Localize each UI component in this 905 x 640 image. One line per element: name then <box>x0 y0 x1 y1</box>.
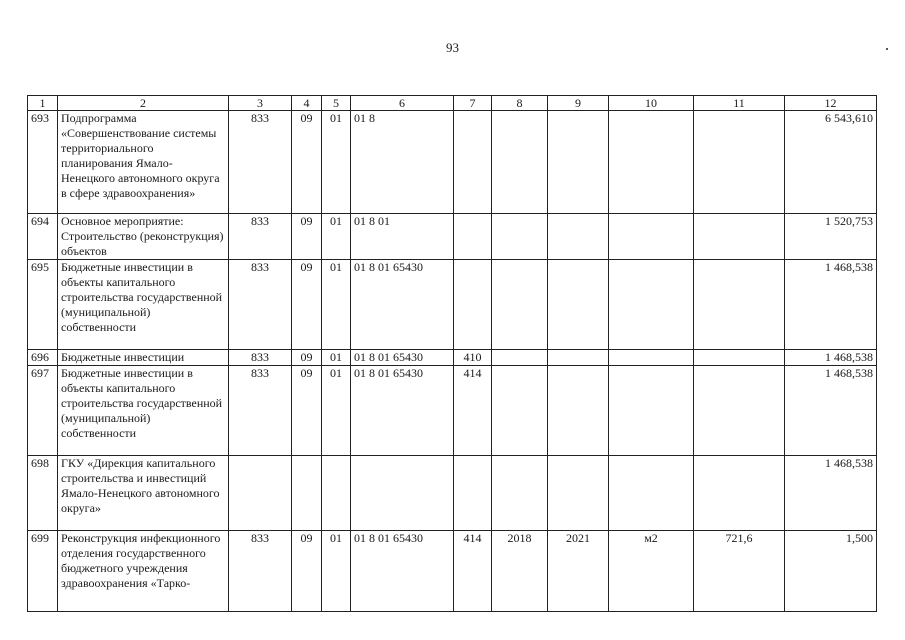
cell-col12: 1,500 <box>785 531 877 612</box>
cell-col3: 833 <box>229 350 292 366</box>
cell-col10: м2 <box>609 531 694 612</box>
row-name: Реконструкция инфекционного отделения государственного бюджетного учреждения здравоохранения «Тарко- <box>58 531 229 612</box>
header-cell-9: 9 <box>548 96 609 111</box>
cell-col8 <box>492 214 548 260</box>
cell-col8 <box>492 456 548 531</box>
budget-table <box>27 95 877 612</box>
cell-col11 <box>694 111 785 214</box>
row-number: 696 <box>28 350 58 366</box>
cell-col11 <box>694 260 785 350</box>
header-cell-10: 10 <box>609 96 694 111</box>
cell-col4: 09 <box>292 111 322 214</box>
cell-col3: 833 <box>229 366 292 456</box>
cell-col5: 01 <box>322 350 351 366</box>
cell-col5: 01 <box>322 111 351 214</box>
cell-col3 <box>229 456 292 531</box>
cell-col7 <box>454 111 492 214</box>
cell-col12: 1 468,538 <box>785 260 877 350</box>
cell-col9 <box>548 260 609 350</box>
cell-col6: 01 8 01 <box>351 214 454 260</box>
header-cell-3: 3 <box>229 96 292 111</box>
cell-col7: 414 <box>454 531 492 612</box>
cell-col10 <box>609 366 694 456</box>
cell-col11 <box>694 366 785 456</box>
cell-col10 <box>609 111 694 214</box>
cell-col9 <box>548 111 609 214</box>
cell-col10 <box>609 456 694 531</box>
cell-col12: 1 520,753 <box>785 214 877 260</box>
row-number: 693 <box>28 111 58 214</box>
row-number: 695 <box>28 260 58 350</box>
cell-col8 <box>492 366 548 456</box>
cell-col6: 01 8 01 65430 <box>351 366 454 456</box>
header-cell-5: 5 <box>322 96 351 111</box>
header-cell-2: 2 <box>58 96 229 111</box>
cell-col4: 09 <box>292 260 322 350</box>
cell-col4: 09 <box>292 214 322 260</box>
row-name: Бюджетные инвестиции в объекты капитального строительства государственной (муниципальной) собственности <box>58 260 229 350</box>
cell-col5: 01 <box>322 214 351 260</box>
cell-col12: 1 468,538 <box>785 366 877 456</box>
table-row <box>28 260 877 350</box>
cell-col9: 2021 <box>548 531 609 612</box>
cell-col3: 833 <box>229 214 292 260</box>
row-name: Подпрограмма «Совершенствование системы территориального планирования Ямало-Ненецкого автономного округа в сфере здравоохранения» <box>58 111 229 214</box>
row-number: 697 <box>28 366 58 456</box>
cell-col5: 01 <box>322 366 351 456</box>
cell-col8 <box>492 260 548 350</box>
cell-col11 <box>694 456 785 531</box>
header-cell-11: 11 <box>694 96 785 111</box>
table-row <box>28 214 877 260</box>
cell-col11: 721,6 <box>694 531 785 612</box>
row-number: 698 <box>28 456 58 531</box>
cell-col9 <box>548 456 609 531</box>
cell-col12: 1 468,538 <box>785 456 877 531</box>
cell-col8: 2018 <box>492 531 548 612</box>
cell-col12: 1 468,538 <box>785 350 877 366</box>
cell-col6: 01 8 <box>351 111 454 214</box>
cell-col9 <box>548 366 609 456</box>
cell-col4 <box>292 456 322 531</box>
header-cell-8: 8 <box>492 96 548 111</box>
cell-col4: 09 <box>292 531 322 612</box>
cell-col6: 01 8 01 65430 <box>351 350 454 366</box>
cell-col11 <box>694 350 785 366</box>
cell-col7: 414 <box>454 366 492 456</box>
table-row <box>28 111 877 214</box>
cell-col4: 09 <box>292 350 322 366</box>
cell-col10 <box>609 214 694 260</box>
page-number: 93 <box>446 40 459 55</box>
cell-col6: 01 8 01 65430 <box>351 260 454 350</box>
cell-col3: 833 <box>229 260 292 350</box>
row-number: 699 <box>28 531 58 612</box>
header-cell-12: 12 <box>785 96 877 111</box>
cell-col6: 01 8 01 65430 <box>351 531 454 612</box>
row-number: 694 <box>28 214 58 260</box>
cell-col9 <box>548 350 609 366</box>
cell-col3: 833 <box>229 531 292 612</box>
scan-speck <box>886 48 888 50</box>
cell-col11 <box>694 214 785 260</box>
header-row <box>28 96 877 111</box>
cell-col10 <box>609 350 694 366</box>
row-name: ГКУ «Дирекция капитального строительства и инвестиций Ямало-Ненецкого автономного округа» <box>58 456 229 531</box>
row-name: Основное мероприятие: Строительство (реконструкция) объектов <box>58 214 229 260</box>
table-row <box>28 456 877 531</box>
cell-col7 <box>454 260 492 350</box>
cell-col8 <box>492 111 548 214</box>
header-cell-4: 4 <box>292 96 322 111</box>
row-name: Бюджетные инвестиции в объекты капитального строительства государственной (муниципальной) собственности <box>58 366 229 456</box>
header-cell-6: 6 <box>351 96 454 111</box>
cell-col9 <box>548 214 609 260</box>
header-cell-7: 7 <box>454 96 492 111</box>
table-row <box>28 350 877 366</box>
cell-col5: 01 <box>322 260 351 350</box>
cell-col10 <box>609 260 694 350</box>
table-row <box>28 366 877 456</box>
cell-col7 <box>454 214 492 260</box>
cell-col12: 6 543,610 <box>785 111 877 214</box>
cell-col5 <box>322 456 351 531</box>
cell-col8 <box>492 350 548 366</box>
table-row <box>28 531 877 612</box>
cell-col7: 410 <box>454 350 492 366</box>
cell-col5: 01 <box>322 531 351 612</box>
cell-col7 <box>454 456 492 531</box>
header-cell-1: 1 <box>28 96 58 111</box>
cell-col6 <box>351 456 454 531</box>
cell-col3: 833 <box>229 111 292 214</box>
cell-col4: 09 <box>292 366 322 456</box>
row-name: Бюджетные инвестиции <box>58 350 229 366</box>
